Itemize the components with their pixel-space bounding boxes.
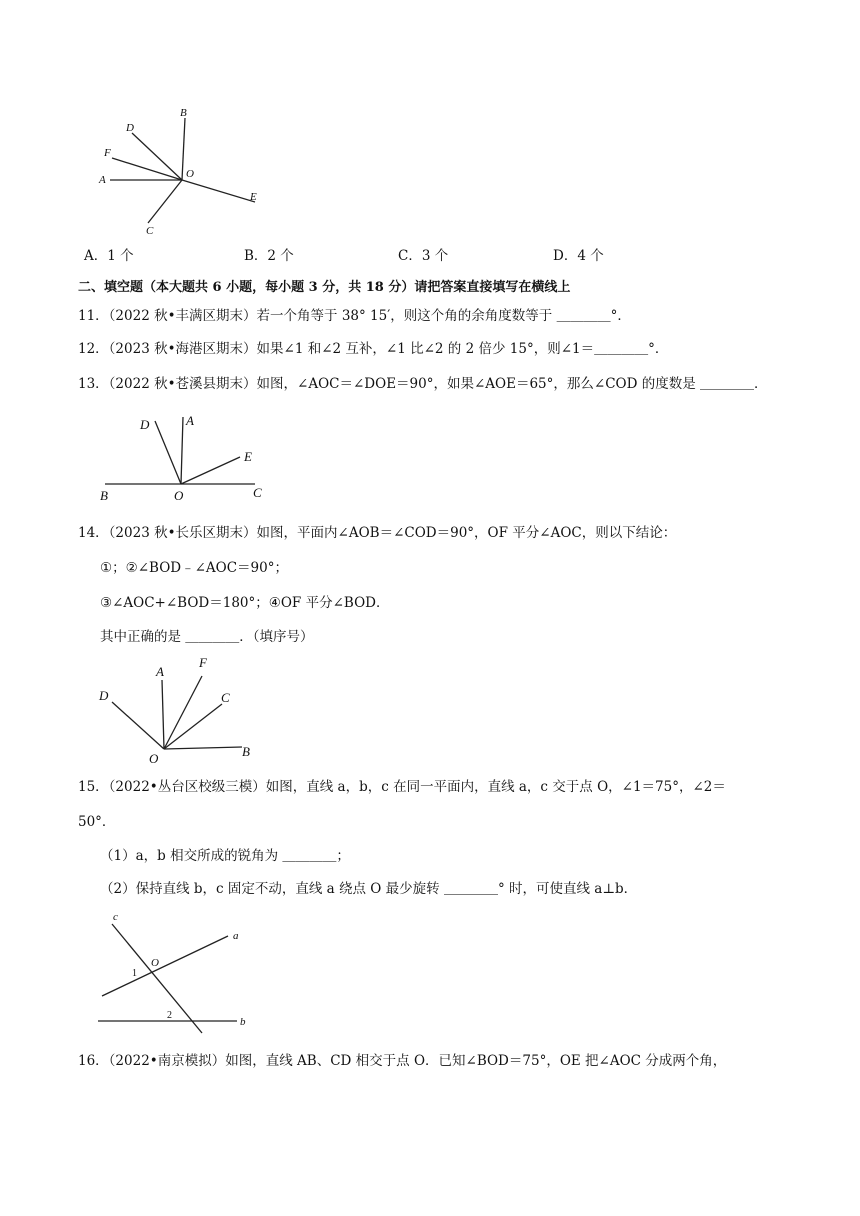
- ray-oc: [164, 704, 222, 749]
- ray-od: [132, 133, 182, 180]
- ray-ob: [164, 747, 242, 749]
- label-c: C: [146, 225, 154, 237]
- ray-of: [112, 158, 182, 180]
- q10-option-c: C．3 个: [398, 248, 449, 264]
- label-f: F: [104, 147, 111, 159]
- label-c: C: [253, 485, 262, 500]
- q10-figure: [90, 100, 280, 240]
- question-15-part1: （1）a，b 相交所成的锐角为 ＿＿＿＿；: [100, 848, 350, 864]
- question-14-line3: 其中正确的是 ＿＿＿＿．（填序号）: [100, 629, 314, 645]
- label-o: O: [151, 957, 159, 969]
- label-a: a: [233, 930, 239, 942]
- question-15-cont: 50°．: [78, 814, 116, 830]
- ray-of: [164, 676, 202, 749]
- label-o: O: [149, 751, 159, 766]
- label-o: O: [174, 488, 184, 503]
- label-angle-1: 1: [132, 968, 137, 979]
- q13-figure: [95, 405, 285, 510]
- label-a: A: [99, 174, 106, 186]
- label-angle-2: 2: [167, 1010, 172, 1021]
- ray-od: [112, 702, 164, 749]
- label-d: D: [140, 417, 150, 432]
- q15-figure: [92, 908, 262, 1033]
- q14-figure: [92, 650, 272, 768]
- q10-option-b: B．2 个: [244, 248, 294, 264]
- label-b: B: [100, 488, 108, 503]
- section-heading: 二、填空题（本大题共 6 小题，每小题 3 分，共 18 分）请把答案直接填写在横线上: [78, 280, 571, 295]
- label-o: O: [186, 168, 194, 180]
- label-d: D: [99, 688, 109, 703]
- label-a: A: [156, 664, 164, 679]
- question-15: 15．（2022•丛台区校级三模）如图，直线 a，b，c 在同一平面内，直线 a，c 交于点 O，∠1＝75°，∠2＝: [78, 779, 726, 795]
- ray-ob: [182, 118, 185, 180]
- ray-od: [155, 421, 181, 484]
- label-c: c: [113, 911, 118, 923]
- label-b: B: [242, 744, 250, 759]
- label-e: E: [250, 191, 257, 203]
- question-15-part2: （2）保持直线 b，c 固定不动，直线 a 绕点 O 最少旋转 ＿＿＿＿° 时，可使直线 a⊥b．: [100, 881, 638, 897]
- question-12: 12．（2023 秋•海港区期末）如果∠1 和∠2 互补，∠1 比∠2 的 2 倍少 15°，则∠1＝＿＿＿＿°．: [78, 341, 669, 357]
- q10-option-d: D．4 个: [553, 248, 604, 264]
- ray-oe: [182, 180, 255, 202]
- label-c: C: [221, 690, 230, 705]
- ray-oa: [162, 680, 164, 749]
- question-16: 16．（2022•南京模拟）如图，直线 AB、CD 相交于点 O．已知∠BOD＝75°，OE 把∠AOC 分成两个角，: [78, 1053, 727, 1069]
- ray-oe: [181, 457, 240, 484]
- line-a: [102, 936, 228, 996]
- ray-oc: [148, 180, 182, 223]
- q10-option-a: A．1 个: [84, 248, 134, 264]
- label-e: E: [244, 449, 252, 464]
- label-d: D: [126, 122, 134, 134]
- ray-oa: [181, 417, 183, 484]
- line-c: [112, 924, 202, 1033]
- question-11: 11．（2022 秋•丰满区期末）若一个角等于 38° 15′，则这个角的余角度数等于 ＿＿＿＿°．: [78, 308, 631, 324]
- question-14-line1: ①；②∠BOD﹣∠AOC＝90°；: [100, 560, 288, 576]
- question-14: 14．（2023 秋•长乐区期末）如图，平面内∠AOB＝∠COD＝90°，OF 平分∠AOC，则以下结论：: [78, 525, 677, 541]
- label-b: B: [180, 107, 187, 119]
- label-b: b: [240, 1016, 246, 1028]
- label-f: F: [199, 655, 207, 670]
- question-14-line2: ③∠AOC+∠BOD＝180°；④OF 平分∠BOD．: [100, 595, 390, 611]
- question-13: 13．（2022 秋•苍溪县期末）如图，∠AOC＝∠DOE＝90°，如果∠AOE＝65°，那么∠COD 的度数是 ＿＿＿＿．: [78, 376, 768, 392]
- label-a: A: [186, 413, 194, 428]
